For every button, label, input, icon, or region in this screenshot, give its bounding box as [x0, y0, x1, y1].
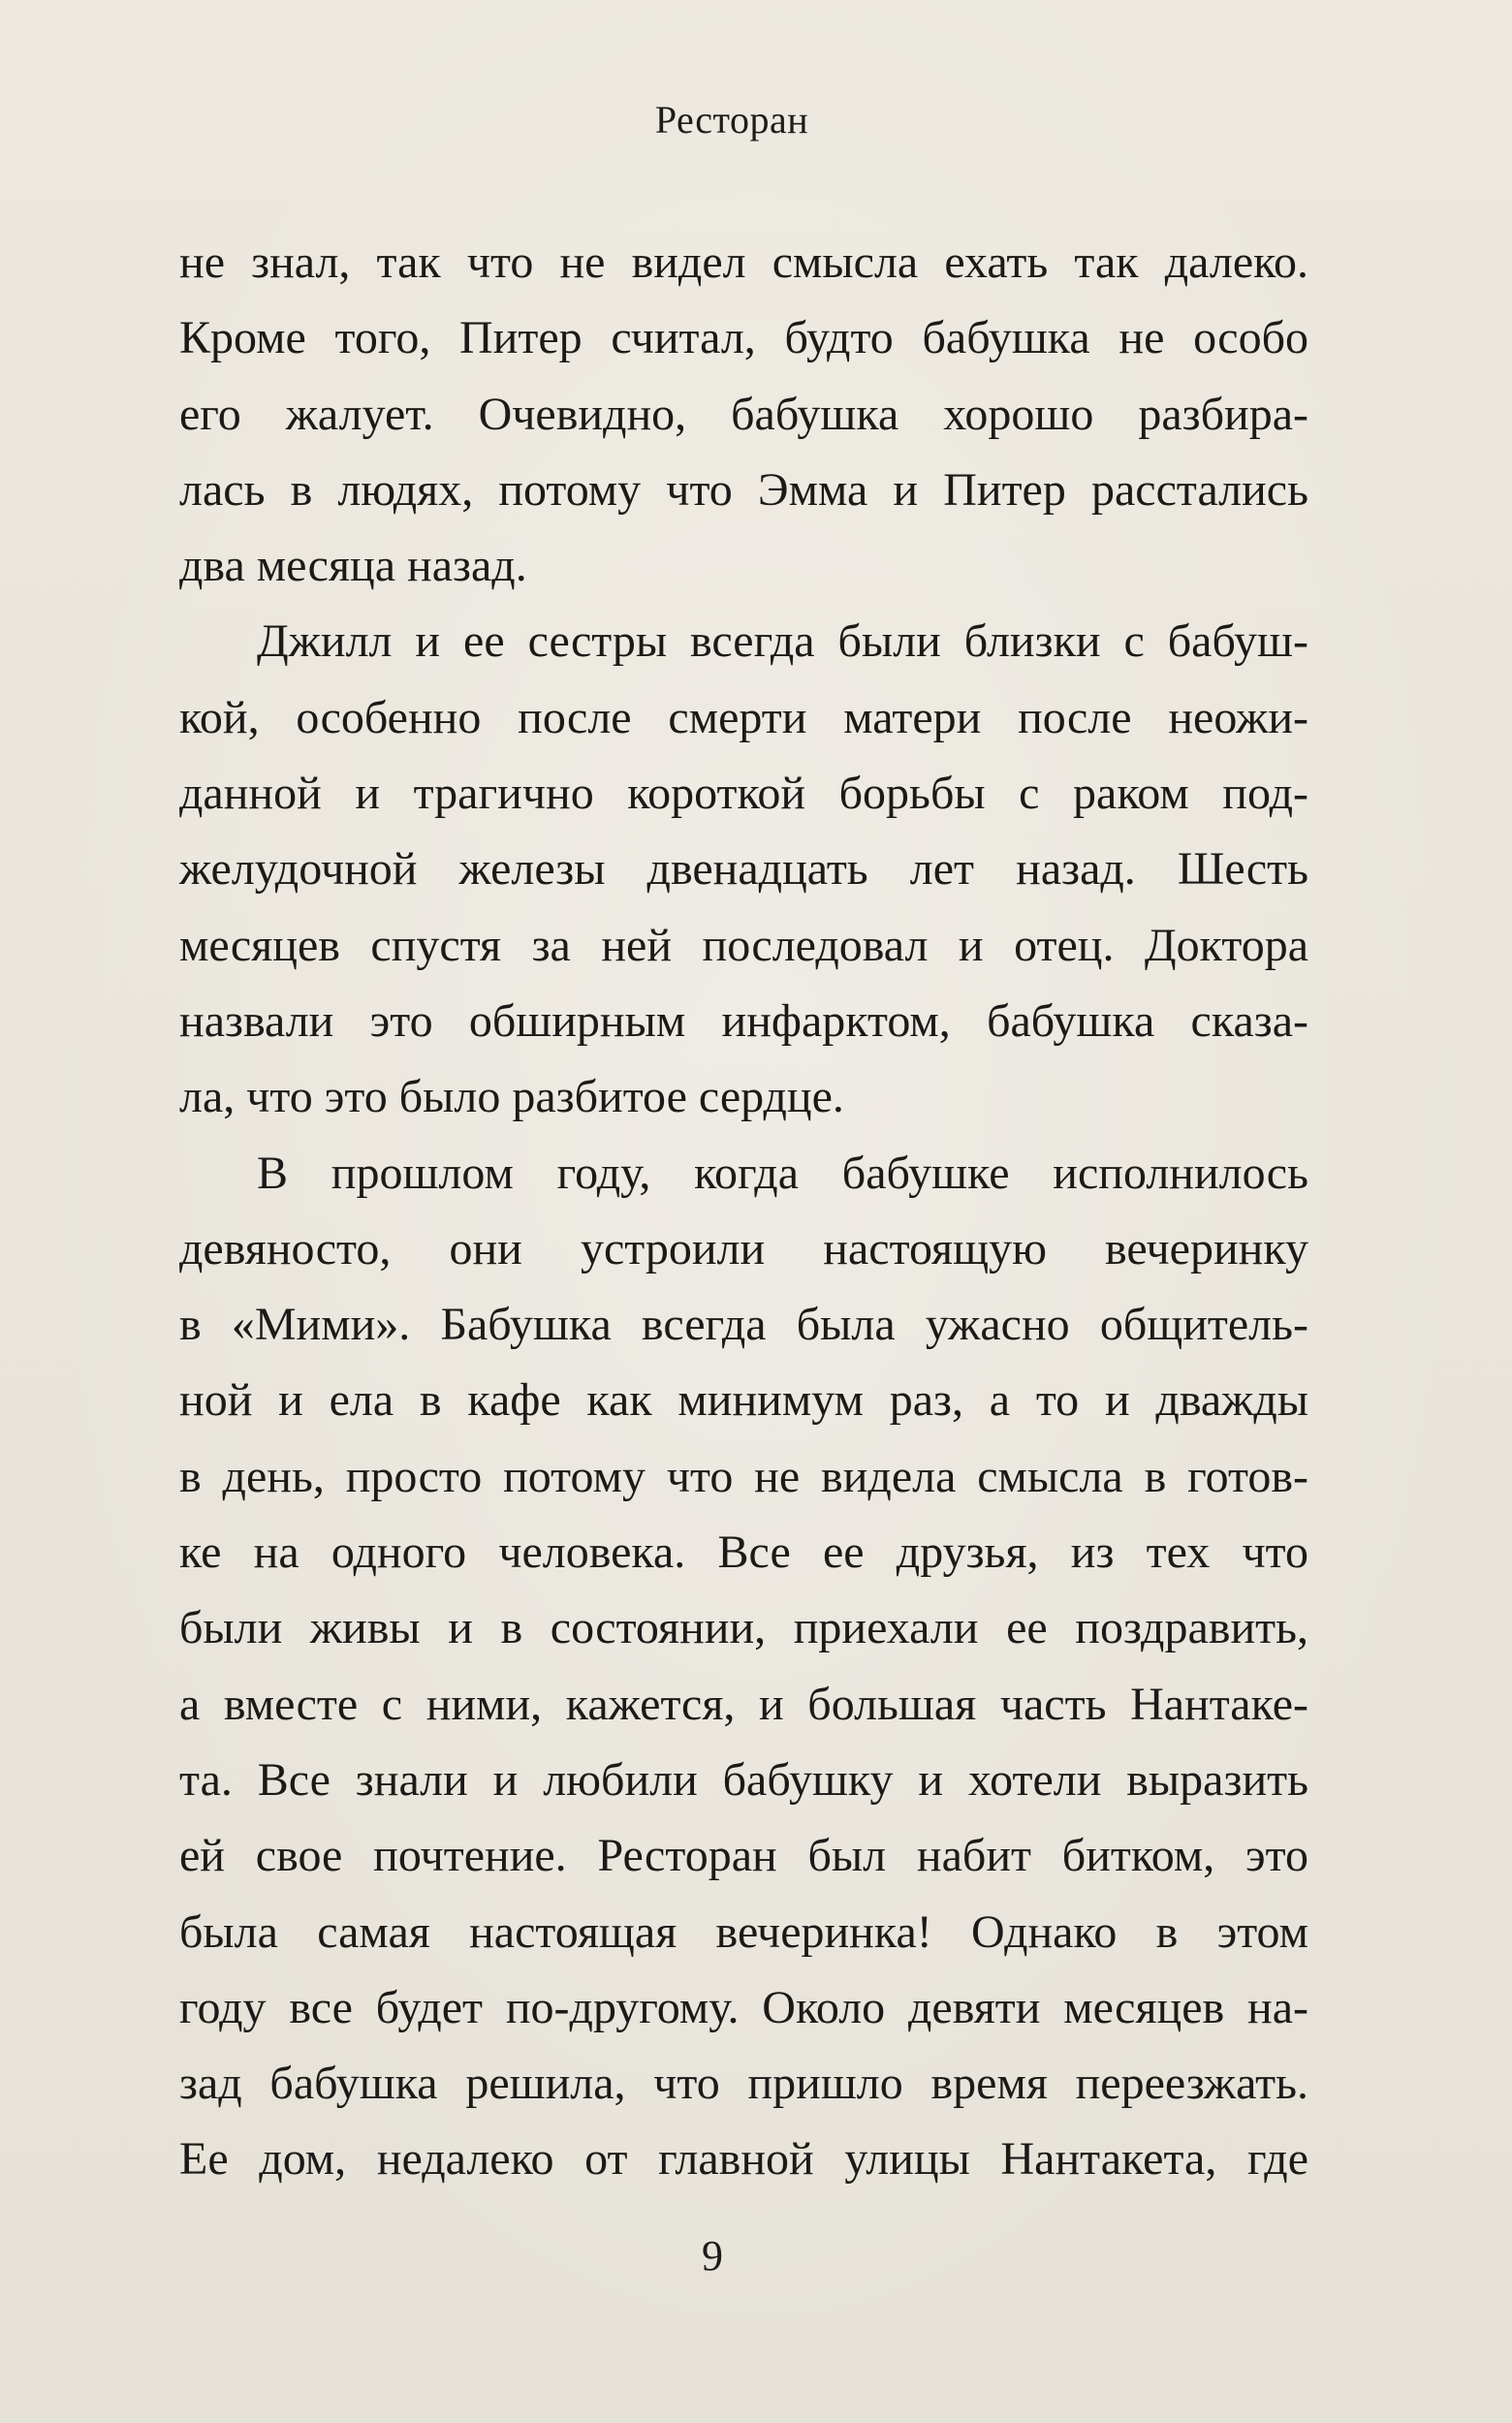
text-line: были живы и в состоянии, приехали ее поздравить, [179, 1602, 1308, 1654]
text-line: ке на одного человека. Все ее друзья, из тех что [179, 1526, 1308, 1579]
text-line: кой, особенно после смерти матери после неожи- [179, 691, 1308, 743]
text-line: зад бабушка решила, что пришло время переезжать. [179, 2058, 1308, 2110]
text-line: в день, просто потому что не видела смысла в готов- [179, 1450, 1308, 1502]
text-line: та. Все знали и любили бабушку и хотели выразить [179, 1753, 1308, 1806]
page-number: 9 [702, 2232, 723, 2280]
text-line: девяносто, они устроили настоящую вечеринку [179, 1222, 1308, 1274]
text-line: месяцев спустя за ней последовал и отец. Доктора [179, 919, 1308, 971]
text-line: не знал, так что не видел смысла ехать так далеко. [179, 236, 1308, 288]
body-text [179, 225, 1308, 2198]
running-head: Ресторан [654, 98, 809, 142]
text-line: Ее дом, недалеко от главной улицы Нантакета, где [179, 2133, 1308, 2186]
text-line: ла, что это было разбитое сердце. [179, 1071, 844, 1123]
text-line: а вместе с ними, кажется, и большая часть Нантаке- [179, 1678, 1308, 1730]
text-line: была самая настоящая вечеринка! Однако в этом [179, 1905, 1308, 1958]
text-line: его жалует. Очевидно, бабушка хорошо разбира- [179, 388, 1308, 440]
text-line: два месяца назад. [179, 540, 527, 592]
text-line: в «Мими». Бабушка всегда была ужасно общитель- [179, 1299, 1308, 1351]
text-line: Джилл и ее сестры всегда были близки с бабуш- [257, 615, 1308, 668]
text-line: ной и ела в кафе как минимум раз, а то и дважды [179, 1374, 1308, 1427]
text-line: году все будет по-другому. Около девяти месяцев на- [179, 1981, 1308, 2033]
text-line: данной и трагично короткой борьбы с раком под- [179, 768, 1308, 820]
text-line: В прошлом году, когда бабушке исполнилось [257, 1147, 1308, 1199]
text-line: ей свое почтение. Ресторан был набит битком, это [179, 1830, 1308, 1882]
text-line: Кроме того, Питер считал, будто бабушка не особо [179, 312, 1308, 364]
text-line: лась в людях, потому что Эмма и Питер расстались [179, 463, 1308, 516]
text-line: желудочной железы двенадцать лет назад. Шесть [179, 843, 1308, 896]
text-line: назвали это обширным инфарктом, бабушка сказа- [179, 994, 1308, 1047]
